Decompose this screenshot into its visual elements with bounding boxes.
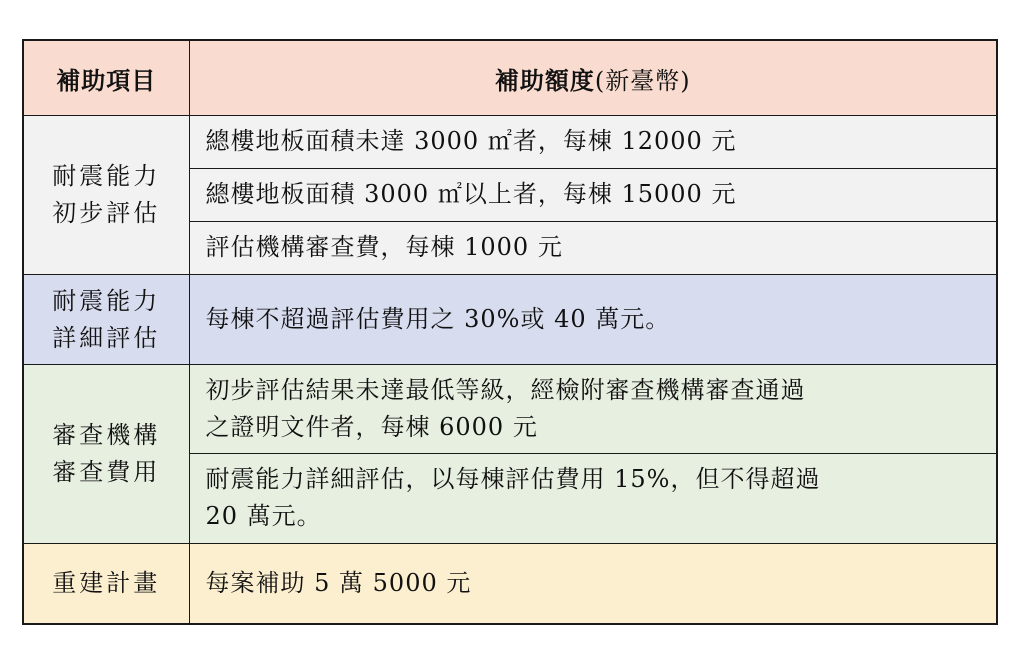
category-rebuild-plan (23, 544, 189, 624)
item-line: 每案補助 5 萬 5000 元 (205, 569, 472, 598)
item-line: 每棟不超過評估費用之 30%或 40 萬元。 (205, 305, 671, 334)
table-row (23, 274, 997, 364)
header-amount-label: 補助額度 (494, 65, 595, 95)
category-line: 耐震能力 (52, 162, 161, 191)
subsidy-table (22, 39, 998, 625)
item-cell (189, 544, 997, 624)
item-line: 之證明文件者，每棟 6000 元 (205, 413, 538, 442)
item-cell (189, 221, 997, 274)
category-line: 審查機構 (52, 421, 161, 450)
item-cell (189, 274, 997, 364)
category-line: 重建計畫 (52, 569, 161, 598)
table-row (23, 544, 997, 624)
category-line: 詳細評估 (52, 323, 161, 352)
category-detailed-assessment (23, 274, 189, 364)
item-cell (189, 116, 997, 168)
category-preliminary-assessment (23, 116, 189, 275)
item-line: 20 萬元。 (205, 502, 322, 531)
header-item (23, 40, 189, 116)
item-cell (189, 453, 997, 543)
table-row (23, 365, 997, 453)
header-row (23, 40, 997, 116)
item-line: 總樓地板面積 3000 ㎡以上者，每棟 15000 元 (205, 180, 737, 209)
header-amount (189, 40, 997, 116)
header-item-label: 補助項目 (56, 65, 157, 95)
category-line: 耐震能力 (52, 286, 161, 315)
item-line: 耐震能力詳細評估，以每棟評估費用 15%，但不得超過 (205, 465, 821, 494)
item-cell (189, 168, 997, 221)
item-line: 初步評估結果未達最低等級，經檢附審查機構審查通過 (205, 376, 806, 405)
category-line: 初步評估 (52, 199, 161, 228)
item-line: 評估機構審查費，每棟 1000 元 (205, 233, 563, 262)
item-line: 總樓地板面積未達 3000 ㎡者，每棟 12000 元 (205, 127, 737, 156)
header-amount-unit: (新臺幣) (594, 66, 691, 95)
category-line: 審查費用 (52, 458, 161, 487)
item-cell (189, 365, 997, 453)
table-row (23, 116, 997, 168)
category-review-fee (23, 365, 189, 544)
